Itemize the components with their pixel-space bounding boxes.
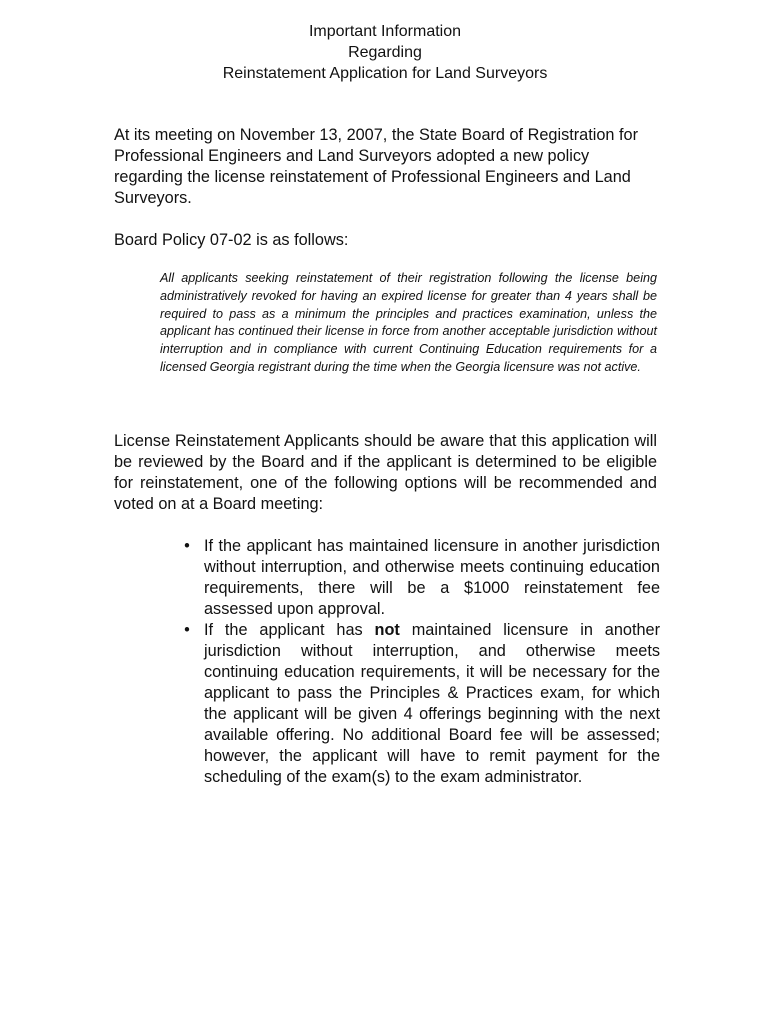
option-emphasis-not: not (374, 621, 400, 639)
policy-label: Board Policy 07-02 is as follows: (114, 231, 349, 249)
intro-paragraph: At its meeting on November 13, 2007, the State Board of Registration for Professional Engineers and Land Surveyors adopted a new policy regarding the license reinstatement of Professional Engineers and Land Surveyors. (114, 126, 639, 207)
policy-quote: All applicants seeking reinstatement of their registration following the license being administratively revoked for having an expired license for greater than 4 years shall be required to pass as a minimum the principles and practices examination, unless the applicant has continued their license in force from another acceptable jurisdiction without interruption and in compliance with current Continuing Education requirements for a licensed Georgia registrant during the time when the Georgia licensure was not active. (160, 271, 657, 374)
option-text-not-maintained-start: If the applicant has (204, 621, 375, 639)
option-item-not-maintained (182, 620, 660, 788)
title-line-1: Important Information (308, 23, 462, 40)
bullet-icon: • (184, 537, 190, 555)
title-line-2: Regarding (348, 44, 422, 61)
applicants-paragraph: License Reinstatement Applicants should be aware that this application will be reviewed by the Board and if the applicant is determined to be eligible for reinstatement, one of the following options will be recommended and voted on at a Board meeting: (114, 432, 657, 513)
title-line-3: Reinstatement Application for Land Surveyors (222, 65, 548, 82)
bullet-icon: • (184, 621, 190, 639)
option-text-maintained: If the applicant has maintained licensure in another jurisdiction without interruption, and otherwise meets continuing education requirements, there will be a $1000 reinstatement fee assessed upon approval. (204, 537, 660, 618)
document-title (0, 21, 770, 84)
options-list (182, 536, 660, 788)
option-item-maintained (182, 536, 660, 620)
option-text-not-maintained-rest: maintained licensure in another jurisdiction without interruption, and otherwise meets continuing education requirements, it will be necessary for the applicant to pass the Principles & Practices exam, for which the applicant will be given 4 offerings beginning with the next available offering. No additional Board fee will be assessed; however, the applicant will have to remit payment for the scheduling of the exam(s) to the exam administrator. (204, 621, 660, 786)
